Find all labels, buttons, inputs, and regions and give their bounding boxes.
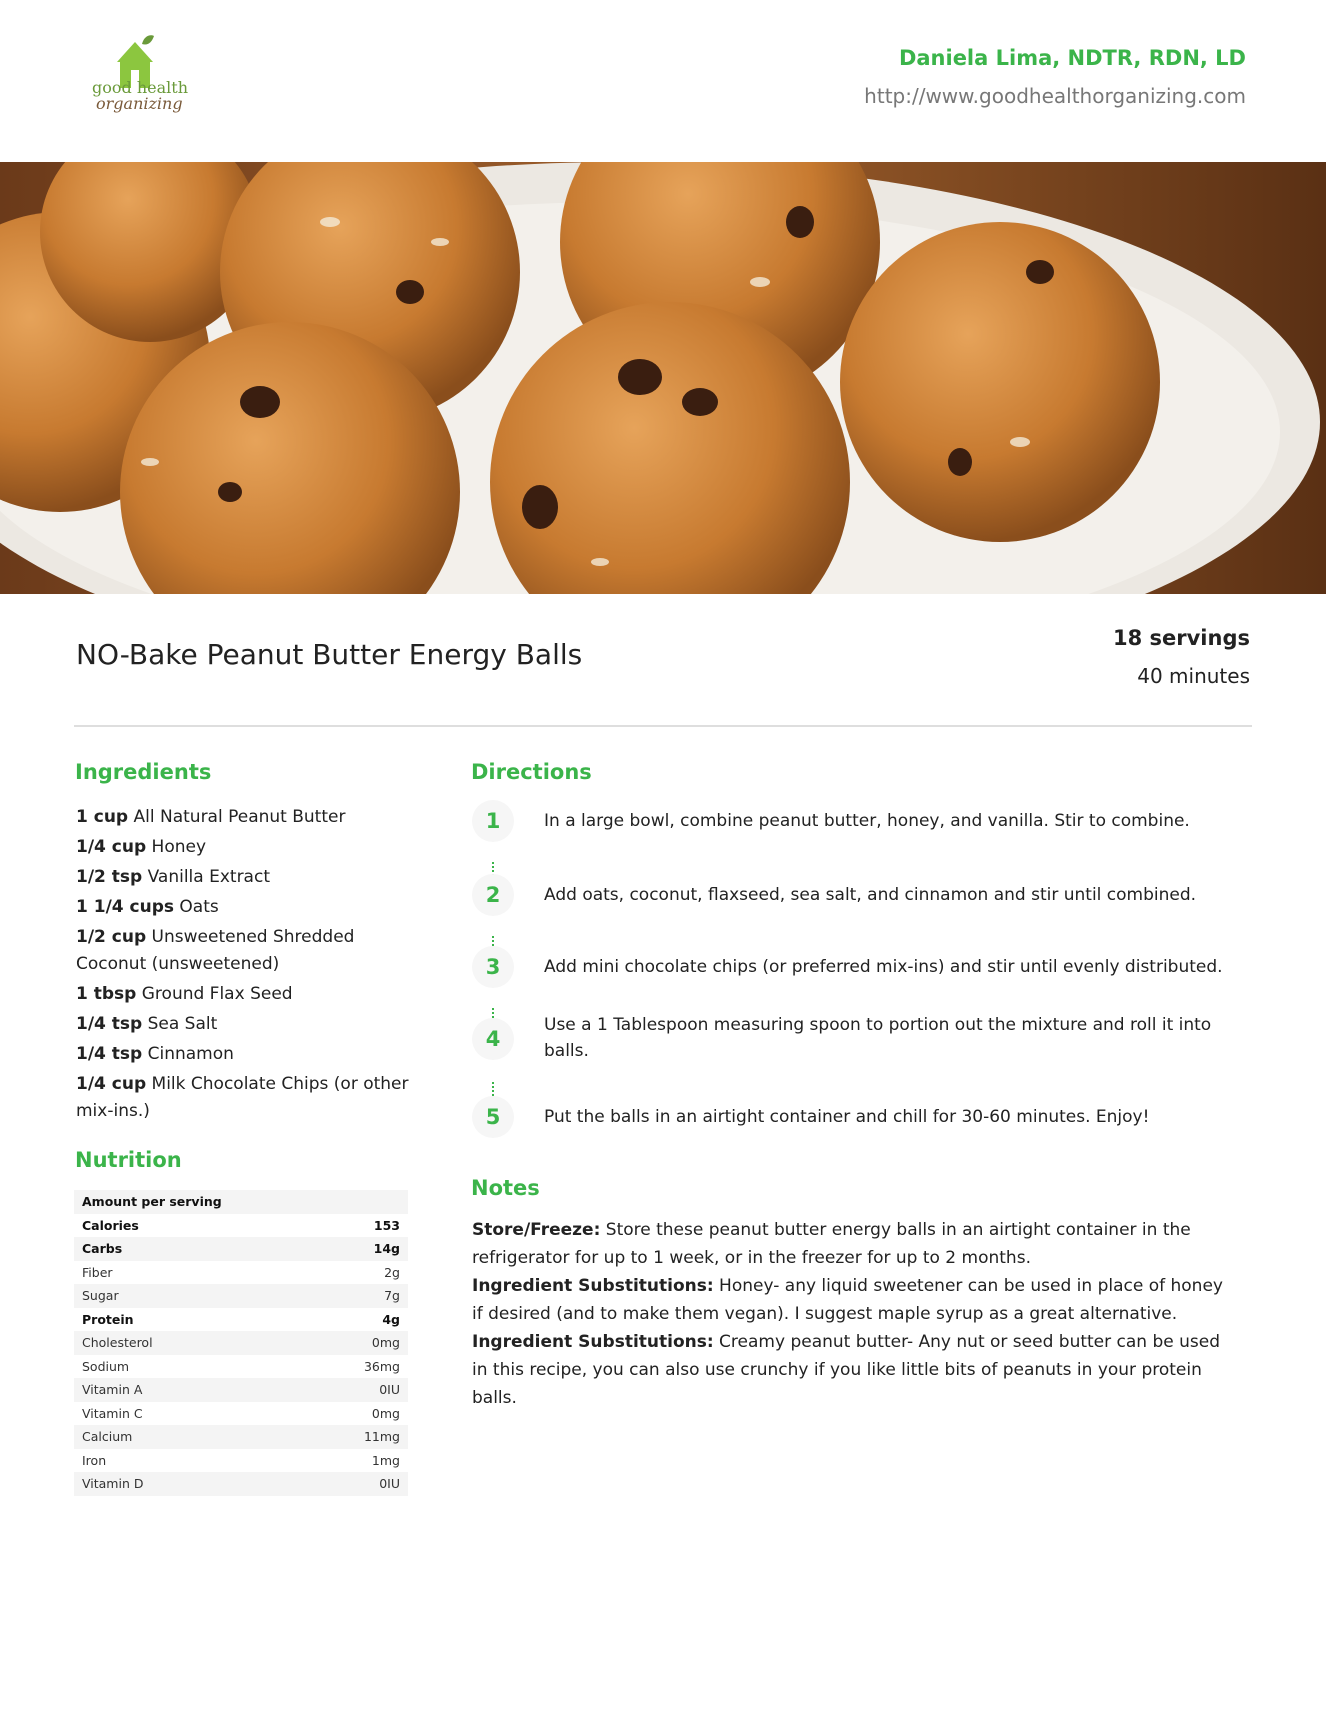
note-label: Store/Freeze: xyxy=(472,1220,601,1240)
step-text: Use a 1 Tablespoon measuring spoon to portion out the mixture and roll it into balls. xyxy=(544,1015,1212,1061)
nutrition-label: Calcium xyxy=(82,1429,133,1444)
step-number: 1 xyxy=(472,800,514,842)
ingredient-name: Unsweetened Shredded Coconut (unsweetened) xyxy=(76,927,355,974)
note-item xyxy=(472,1272,1232,1328)
author-name: Daniela Lima, NDTR, RDN, LD xyxy=(898,46,1246,70)
note-text: Honey- any liquid sweetener can be used in place of honey if desired (and to make them vegan). I suggest maple syrup as a great alternative. xyxy=(472,1276,1223,1324)
nutrition-value: 7g xyxy=(384,1288,400,1303)
note-text: Store these peanut butter energy balls in an airtight container in the refrigerator for up to 1 week, or in the freezer for up to 2 months. xyxy=(472,1220,1191,1268)
note-label: Ingredient Substitutions: xyxy=(472,1276,714,1296)
nutrition-value: 0IU xyxy=(379,1476,400,1491)
step-number: 5 xyxy=(472,1096,514,1138)
notes-heading: Notes xyxy=(471,1176,540,1200)
nutrition-row xyxy=(74,1449,408,1473)
ingredient-name: Honey xyxy=(146,837,207,857)
step-text: In a large bowl, combine peanut butter, honey, and vanilla. Stir to combine. xyxy=(544,811,1190,831)
nutrition-table xyxy=(74,1190,408,1496)
nutrition-label: Cholesterol xyxy=(82,1335,153,1350)
ingredient-item xyxy=(76,834,416,861)
step-number: 3 xyxy=(472,946,514,988)
nutrition-label: Protein xyxy=(82,1311,134,1327)
note-item xyxy=(472,1328,1232,1412)
logo-text-bottom: organizing xyxy=(96,94,183,113)
ingredient-quantity: 1/2 cup xyxy=(76,927,147,947)
nutrition-value: 4g xyxy=(382,1311,400,1327)
recipe-photo xyxy=(0,162,1326,594)
nutrition-heading: Nutrition xyxy=(75,1148,182,1172)
ingredient-item xyxy=(76,981,416,1008)
ingredient-quantity: 1/4 tsp xyxy=(76,1044,143,1064)
nutrition-row xyxy=(74,1284,408,1308)
ingredients-list xyxy=(76,804,416,1128)
nutrition-label: Fiber xyxy=(82,1264,113,1280)
nutrition-label: Sodium xyxy=(82,1358,130,1374)
logo-text-top: good health xyxy=(92,78,188,97)
nutrition-row xyxy=(74,1355,408,1379)
nutrition-label: Amount per serving xyxy=(82,1194,222,1209)
ingredient-item xyxy=(76,1041,416,1068)
nutrition-row xyxy=(74,1214,408,1238)
nutrition-row xyxy=(74,1308,408,1332)
ingredient-name: All Natural Peanut Butter xyxy=(128,807,346,827)
step-number: 4 xyxy=(472,1018,514,1060)
ingredient-name: Oats xyxy=(174,897,219,917)
nutrition-label: Sugar xyxy=(82,1288,119,1303)
ingredient-item xyxy=(76,864,416,891)
step-text: Put the balls in an airtight container and chill for 30-60 minutes. Enjoy! xyxy=(544,1107,1150,1127)
nutrition-row xyxy=(74,1261,408,1285)
notes-section xyxy=(472,1216,1232,1412)
ingredient-quantity: 1/4 cup xyxy=(76,1074,147,1094)
nutrition-label: Vitamin D xyxy=(82,1476,144,1491)
step-text: Add mini chocolate chips (or preferred mix-ins) and stir until evenly distributed. xyxy=(544,957,1223,977)
title-divider xyxy=(74,725,1252,727)
recipe-title: NO-Bake Peanut Butter Energy Balls xyxy=(76,638,583,671)
directions-heading: Directions xyxy=(471,760,592,784)
nutrition-label: Calories xyxy=(82,1217,139,1233)
ingredient-item xyxy=(76,1011,416,1038)
ingredient-name: Cinnamon xyxy=(142,1044,234,1064)
ingredient-quantity: 1 tbsp xyxy=(76,984,137,1004)
step-text: Add oats, coconut, flaxseed, sea salt, and cinnamon and stir until combined. xyxy=(544,885,1197,905)
website-link[interactable]: http://www.goodhealthorganizing.com xyxy=(864,84,1246,108)
nutrition-row xyxy=(74,1190,408,1214)
nutrition-value: 2g xyxy=(384,1264,400,1280)
ingredient-item xyxy=(76,894,416,921)
ingredient-quantity: 1/4 tsp xyxy=(76,1014,143,1034)
ingredient-item xyxy=(76,924,416,978)
prep-time: 40 minutes xyxy=(1137,664,1250,688)
nutrition-row xyxy=(74,1331,408,1355)
nutrition-row xyxy=(74,1472,408,1496)
nutrition-row xyxy=(74,1425,408,1449)
nutrition-row xyxy=(74,1378,408,1402)
ingredient-quantity: 1/4 cup xyxy=(76,837,147,857)
nutrition-row xyxy=(74,1237,408,1261)
nutrition-value: 11mg xyxy=(363,1429,400,1444)
note-text: Creamy peanut butter- Any nut or seed butter can be used in this recipe, you can also use crunchy if you like little bits of peanuts in your protein balls. xyxy=(472,1332,1221,1408)
ingredient-quantity: 1/2 tsp xyxy=(76,867,143,887)
nutrition-value: 0mg xyxy=(371,1405,400,1421)
note-label: Ingredient Substitutions: xyxy=(472,1332,714,1352)
nutrition-label: Carbs xyxy=(82,1241,123,1256)
ingredient-item xyxy=(76,804,416,831)
nutrition-value: 1mg xyxy=(371,1452,400,1468)
ingredient-name: Milk Chocolate Chips (or other mix-ins.) xyxy=(76,1074,409,1121)
ingredient-name: Vanilla Extract xyxy=(142,867,270,887)
ingredient-quantity: 1 1/4 cups xyxy=(76,897,174,917)
nutrition-value: 0mg xyxy=(371,1335,400,1350)
ingredient-item xyxy=(76,1071,416,1125)
step-number: 2 xyxy=(472,874,514,916)
ingredient-name: Ground Flax Seed xyxy=(136,984,293,1004)
ingredient-quantity: 1 cup xyxy=(76,807,129,827)
note-item xyxy=(472,1216,1232,1272)
nutrition-value: 0IU xyxy=(379,1382,400,1397)
nutrition-value: 14g xyxy=(373,1241,400,1256)
nutrition-label: Vitamin A xyxy=(82,1382,143,1397)
nutrition-value: 36mg xyxy=(363,1358,400,1374)
nutrition-label: Vitamin C xyxy=(82,1405,143,1421)
ingredient-name: Sea Salt xyxy=(142,1014,218,1034)
nutrition-value: 153 xyxy=(373,1217,400,1233)
nutrition-label: Iron xyxy=(82,1452,107,1468)
servings-count: 18 servings xyxy=(1112,626,1250,650)
ingredients-heading: Ingredients xyxy=(75,760,212,784)
nutrition-row xyxy=(74,1402,408,1426)
